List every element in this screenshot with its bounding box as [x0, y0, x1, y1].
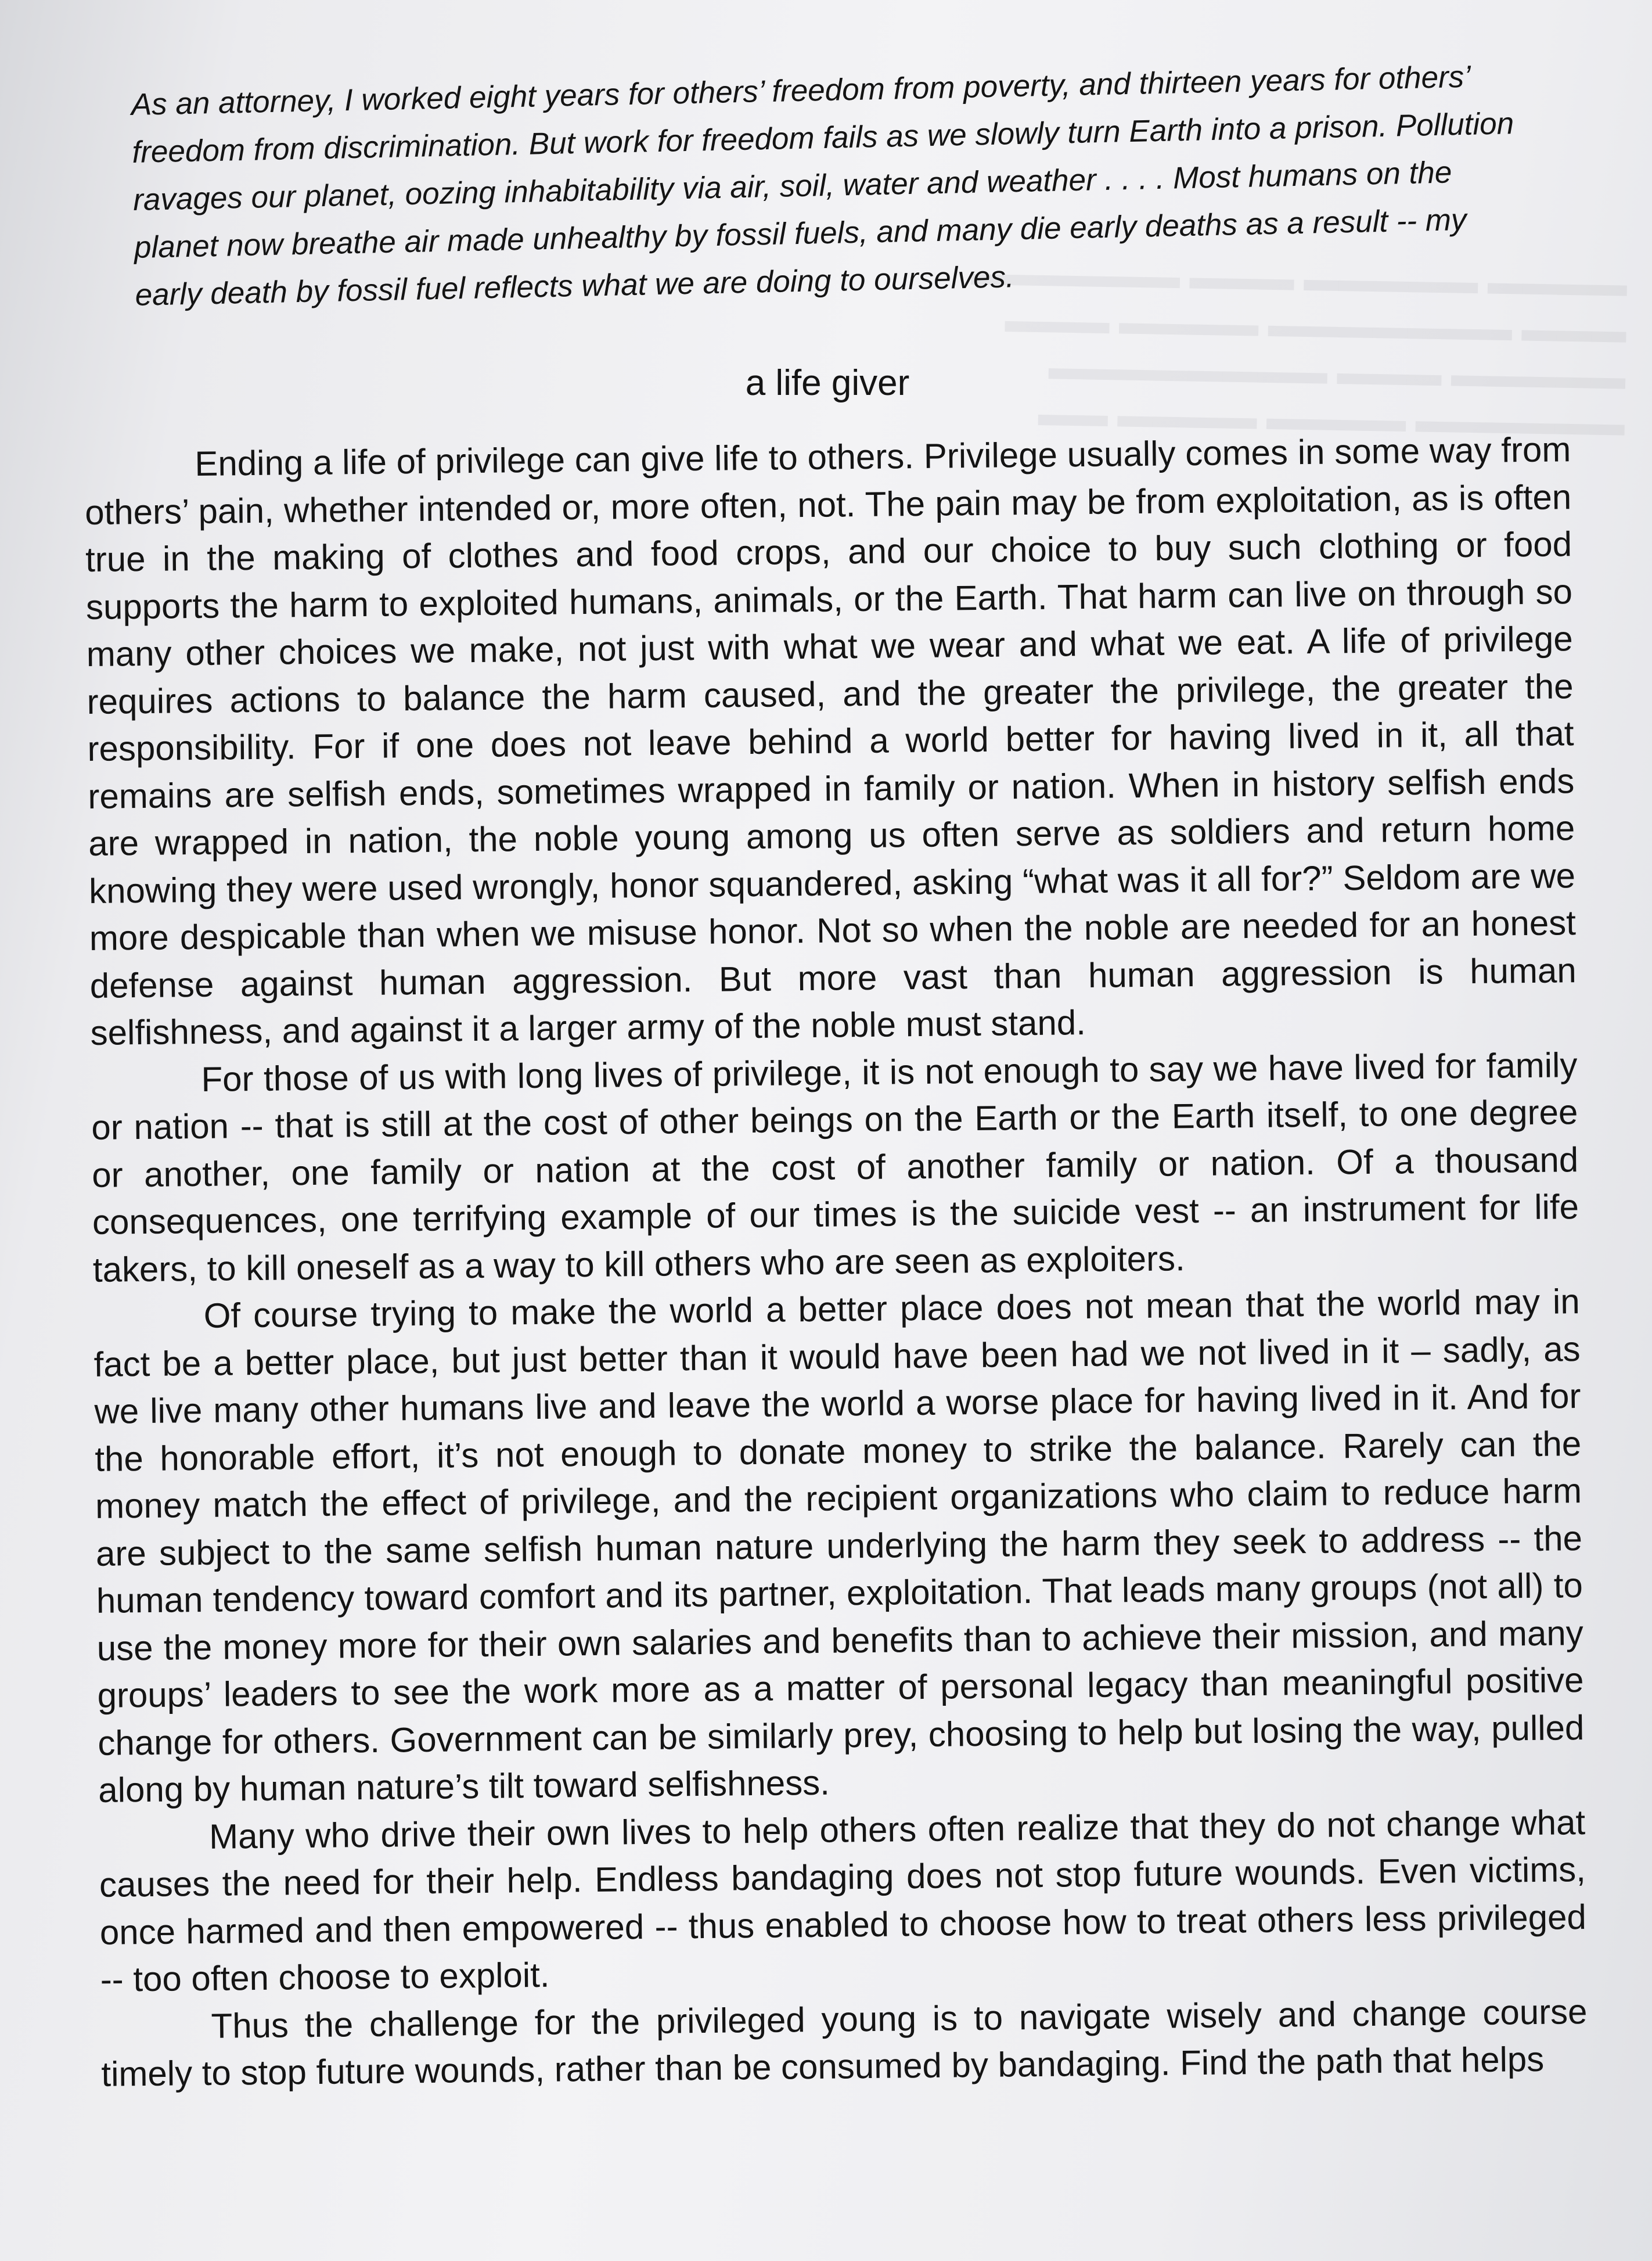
page-content: [84, 59, 1588, 2098]
show-through-text: ▬▬▬▬ ▬▬▬▬▬ ▬▬▬ ▬▬▬▬▬▬ ▬▬▬ ▬▬▬▬▬▬▬ ▬▬▬▬ ▬▬▬ ▬▬▬▬▬ ▬▬▬ ▬▬▬▬▬▬▬▬ ▬▬▬▬▬▬ ▬▬▬▬ ▬▬▬▬ ▬▬: [970, 253, 1628, 443]
paragraph: Many who drive their own lives to help others often realize that they do not change what causes the need for their help. Endless bandaging does not stop future wounds. Even victims, once harmed and then empowered -- thus enabled to choose how to treat others less privileged -- too often choose to exploit.: [99, 1802, 1587, 1999]
paragraph: Of course trying to make the world a better place does not mean that the world may in fact be a better place, but just better than it would have been had we not lived in it – sadly, as we live many other humans live and leave the world a worse place for having lived in it. And for the honorable effort, it’s not enough to donate money to strike the balance. Rarely can the money match the effect of privilege, and the recipient organizations who claim to reduce harm are subject to the same selfish human nature underlying the harm they seek to address -- the human tendency toward comfort and its partner, exploitation. That leads many groups (not all) to use the money more for their own salaries and benefits than to achieve their mission, and many groups’ leaders to see the work more as a matter of personal legacy than meaningful positive change for others. Government can be similarly prey, choosing to help but losing the way, pulled along by human nature’s tilt toward selfishness.: [93, 1282, 1585, 1810]
paragraph: Ending a life of privilege can give life to others. Privilege usually comes in some way from others’ pain, whether intended or, more often, not. The pain may be from exploitation, as is often true in the making of clothes and food crops, and our choice to buy such clothing or food supports the harm to exploited humans, animals, or the Earth. That harm can live on through so many other choices we make, not just with what we wear and what we eat. A life of privilege requires actions to balance the harm caused, and the greater the privilege, the greater the responsibility. For if one does not leave behind a world better for having lived in it, all that remains are selfish ends, sometimes wrapped in family or nation. When in history selfish ends are wrapped in nation, the noble young among us often serve as soldiers and return home knowing they were used wrongly, honor squandered, asking “what was it all for?” Seldom are we more despicable than when we misuse honor. Not so when the noble are needed for an honest defense against human aggression. But more vast than human aggression is human selfishness, and against it a larger army of the noble must stand.: [84, 430, 1577, 1052]
intro-paragraph: As an attorney, I worked eight years for others’ freedom from poverty, and thirteen years for others’ freedom from discrimination. But work for freedom fails as we slowly turn Earth into a prison. Pollution ravages our planet, oozing inhabitability via air, soil, water and weather . . . . Most humans on the planet now breathe air made unhealthy by fossil fuels, and many die early deaths as a result -- my early death by fossil fuel reflects what we are doing to ourselves.: [131, 59, 1514, 312]
paragraph: Thus the challenge for the privileged young is to navigate wisely and change course timely to stop future wounds, rather than be consumed by bandaging. Find the path that helps: [101, 1992, 1588, 2094]
paragraph: For those of us with long lives of privilege, it is not enough to say we have lived for family or nation -- that is still at the cost of other beings on the Earth or the Earth itself, to one degree or another, one family or nation at the cost of another family or nation. Of a thousand consequences, one terrifying example of our times is the suicide vest -- an instrument for life takers, to kill oneself as a way to kill others who are seen as exploiters.: [91, 1045, 1579, 1289]
essay-body: [84, 426, 1588, 2098]
section-title: a life giver: [745, 363, 910, 403]
